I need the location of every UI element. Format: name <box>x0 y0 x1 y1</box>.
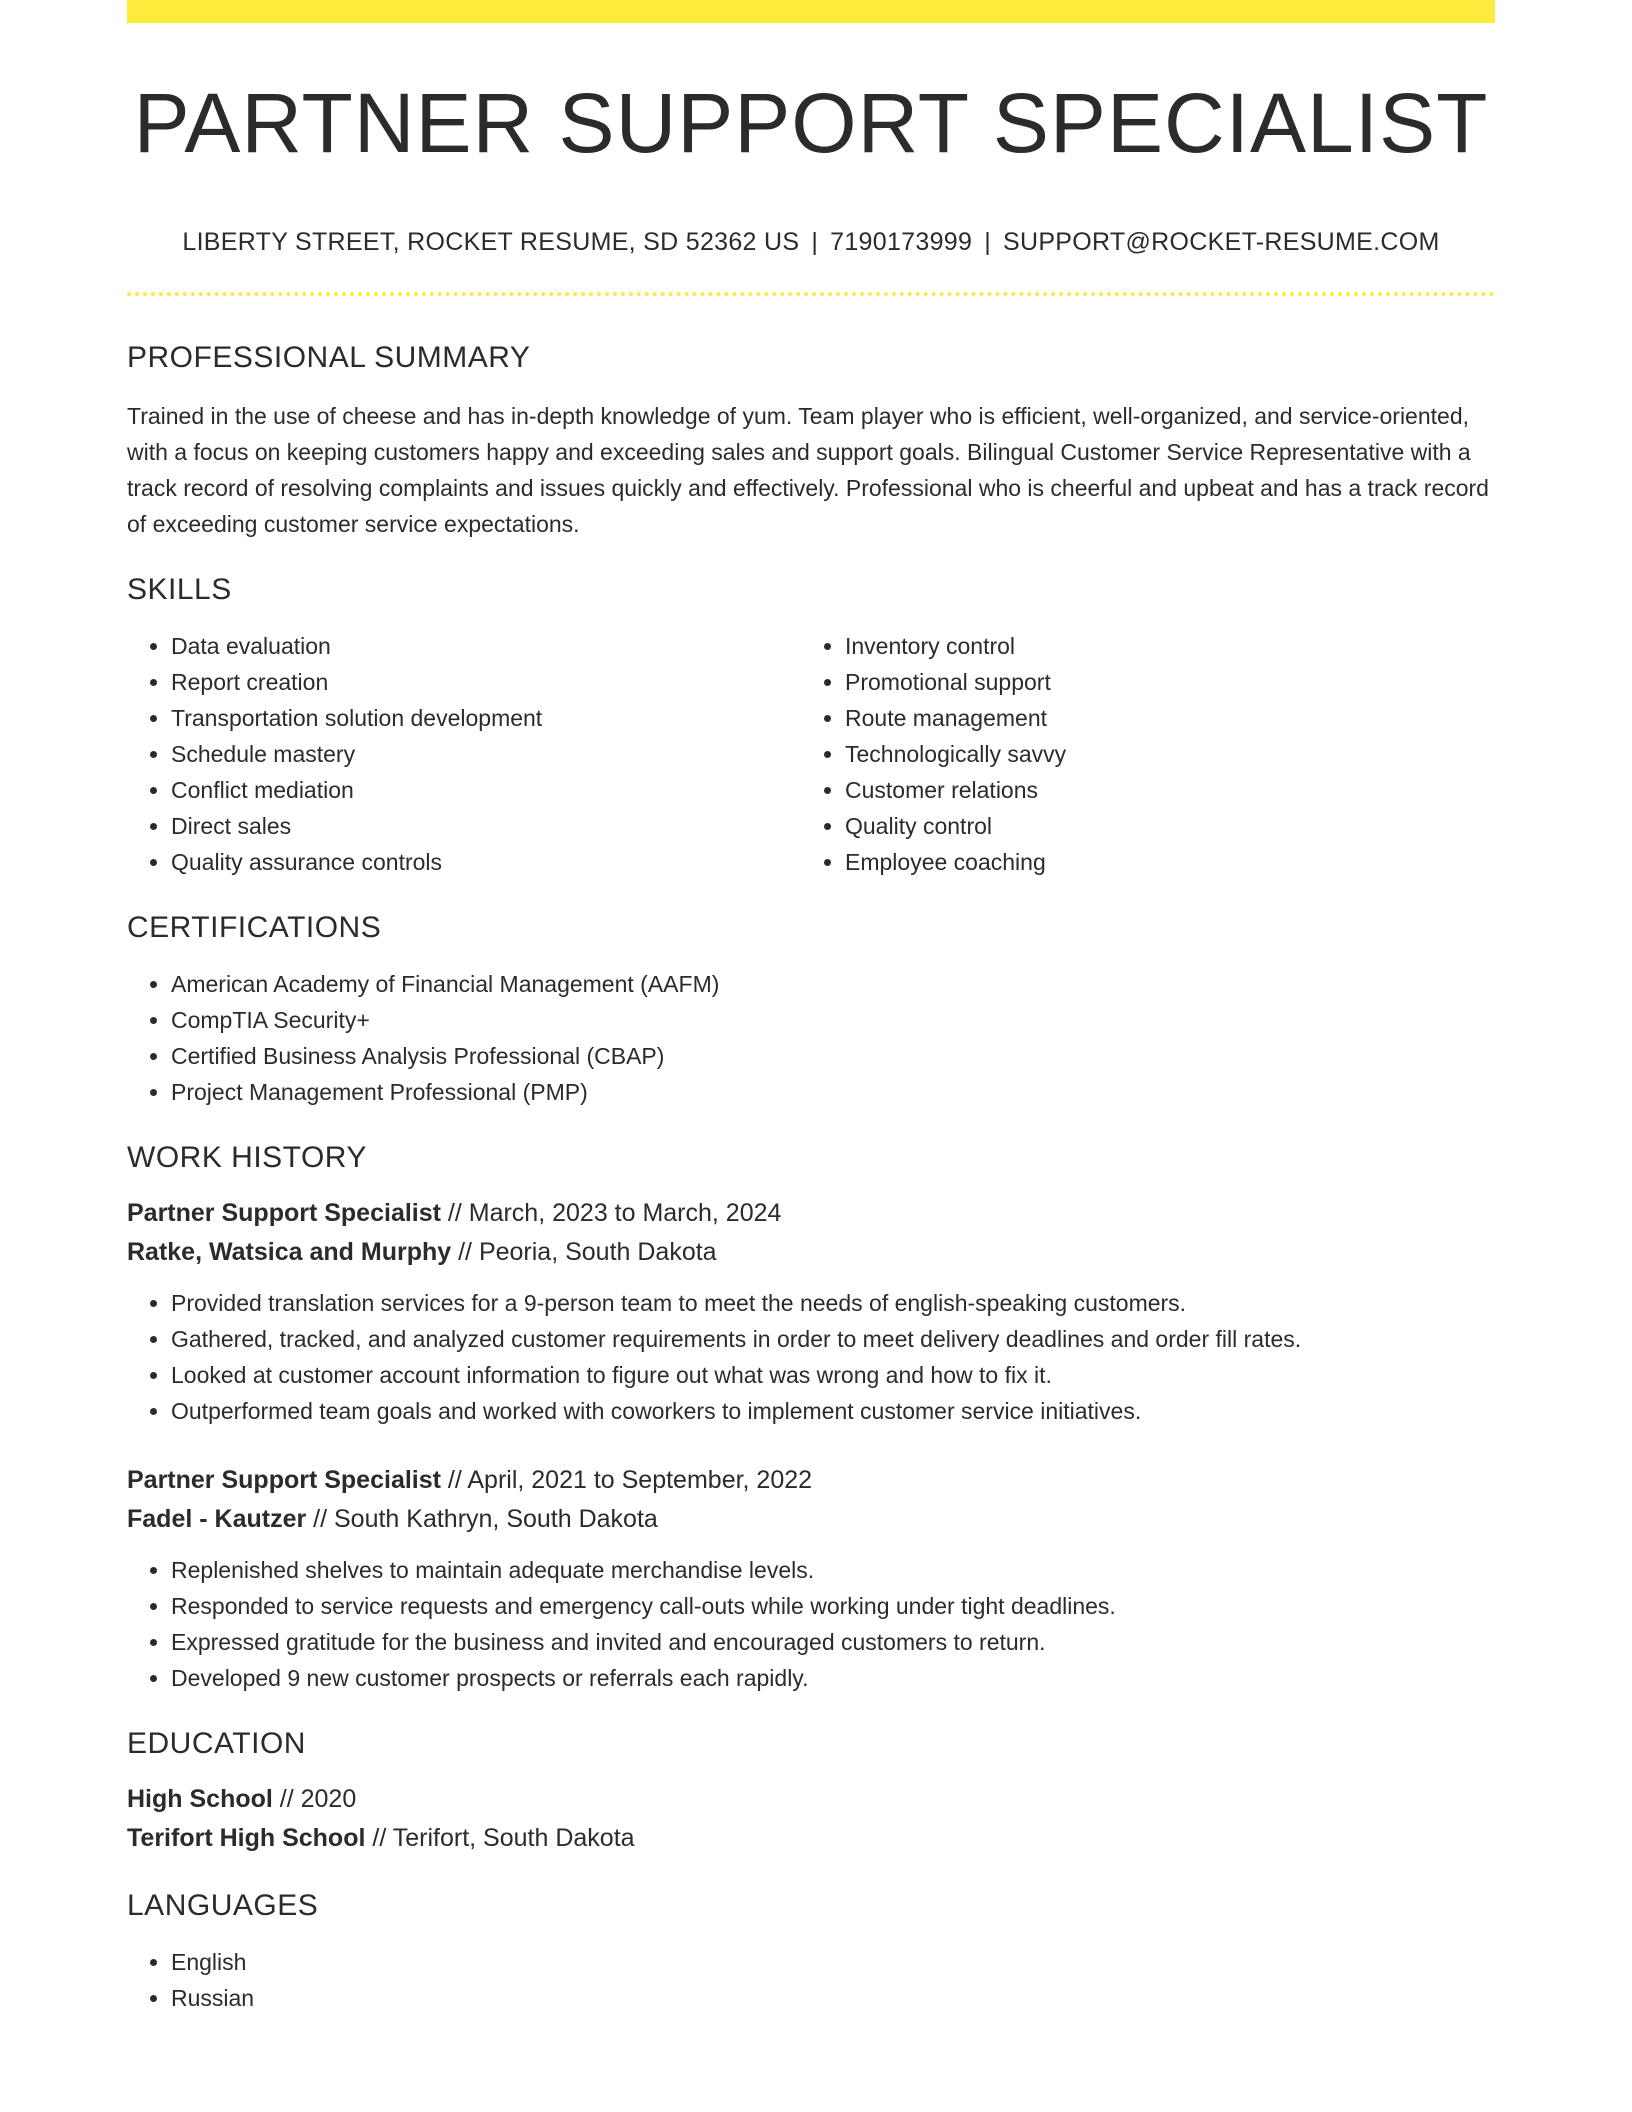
job-dates: // March, 2023 to March, 2024 <box>440 1199 782 1227</box>
job-bullet: • Replenished shelves to maintain adequate merchandise levels. <box>171 1552 1495 1588</box>
skill-item: • Conflict mediation <box>171 772 801 808</box>
certification-item: • Certified Business Analysis Professional (CBAP) <box>171 1038 1495 1074</box>
job-title: Partner Support Specialist <box>127 1199 441 1227</box>
section-heading-summary: PROFESSIONAL SUMMARY <box>127 341 531 374</box>
certifications-list <box>127 966 1495 1110</box>
skill-item: • Route management <box>845 700 1475 736</box>
section-heading-languages: LANGUAGES <box>127 1889 319 1922</box>
language-item: • Russian <box>171 1980 1495 2016</box>
contact-line <box>127 227 1495 257</box>
skill-item: • Technologically savvy <box>845 736 1475 772</box>
education-school-line <box>127 1819 1495 1858</box>
skill-item: • Direct sales <box>171 808 801 844</box>
education-degree-line <box>127 1780 1495 1819</box>
job-bullet: • Outperformed team goals and worked with coworkers to implement customer service initiatives. <box>171 1393 1495 1429</box>
contact-email: SUPPORT@ROCKET-RESUME.COM <box>1002 228 1440 256</box>
certification-item: • Project Management Professional (PMP) <box>171 1074 1495 1110</box>
skill-item: • Schedule mastery <box>171 736 801 772</box>
job-location: // South Kathryn, South Dakota <box>306 1505 658 1533</box>
skill-item: • Data evaluation <box>171 628 801 664</box>
job-title-line <box>127 1461 1495 1500</box>
job-company-line <box>127 1233 1495 1272</box>
contact-separator: | <box>811 228 819 256</box>
skills-column-left <box>127 628 801 880</box>
skills-section <box>127 572 1495 880</box>
job-title-line <box>127 1194 1495 1233</box>
resume-page <box>127 0 1495 2016</box>
education-section <box>127 1726 1495 1858</box>
languages-list <box>127 1944 1495 2016</box>
skill-item: • Customer relations <box>845 772 1475 808</box>
certifications-section <box>127 910 1495 1110</box>
skills-grid <box>127 628 1495 880</box>
job-entry <box>127 1194 1495 1429</box>
job-location: // Peoria, South Dakota <box>451 1238 717 1266</box>
resume-title: PARTNER SUPPORT SPECIALIST <box>133 76 1489 170</box>
job-bullet: • Developed 9 new customer prospects or referrals each rapidly. <box>171 1660 1495 1696</box>
job-bullet: • Provided translation services for a 9-person team to meet the needs of english-speaking customers. <box>171 1285 1495 1321</box>
summary-section <box>127 340 1495 542</box>
job-bullet: • Responded to service requests and emergency call-outs while working under tight deadlines. <box>171 1588 1495 1624</box>
job-bullet: • Gathered, tracked, and analyzed customer requirements in order to meet delivery deadlines and order fill rates. <box>171 1321 1495 1357</box>
skills-list-left <box>127 628 801 880</box>
skill-item: • Quality control <box>845 808 1475 844</box>
contact-separator: | <box>984 228 991 256</box>
job-bullet: • Expressed gratitude for the business and invited and encouraged customers to return. <box>171 1624 1495 1660</box>
skill-item: • Inventory control <box>845 628 1475 664</box>
skill-item: • Employee coaching <box>845 844 1475 880</box>
skill-item: • Promotional support <box>845 664 1475 700</box>
education-year: // 2020 <box>272 1785 357 1813</box>
job-company: Fadel - Kautzer <box>127 1505 307 1533</box>
job-company-line <box>127 1500 1495 1539</box>
education-degree: High School <box>127 1785 273 1813</box>
work-history-section <box>127 1140 1495 1696</box>
skills-column-right <box>801 628 1475 880</box>
contact-phone: 7190173999 <box>830 228 973 256</box>
accent-bar <box>127 0 1495 23</box>
section-heading-certifications: CERTIFICATIONS <box>127 911 382 944</box>
job-entry <box>127 1461 1495 1696</box>
education-entry <box>127 1780 1495 1858</box>
summary-text: Trained in the use of cheese and has in-depth knowledge of yum. Team player who is efficient, well-organized, and service-oriented, with a focus on keeping customers happy and exceeding sales and support goals. Bilingual Customer Service Representative with a track record of resolving complaints and issues quickly and effectively. Professional who is cheerful and upbeat and has a track record of exceeding customer service expectations. <box>127 403 1489 537</box>
job-dates: // April, 2021 to September, 2022 <box>440 1466 813 1494</box>
skill-item: • Report creation <box>171 664 801 700</box>
skills-list-right <box>801 628 1475 880</box>
job-bullets <box>127 1285 1495 1429</box>
education-location: // Terifort, South Dakota <box>365 1824 635 1852</box>
job-company: Ratke, Watsica and Murphy <box>127 1238 452 1266</box>
job-bullets <box>127 1552 1495 1696</box>
languages-section <box>127 1888 1495 2016</box>
header-divider <box>127 292 1495 296</box>
education-school: Terifort High School <box>127 1824 366 1852</box>
language-item: • English <box>171 1944 1495 1980</box>
contact-address: LIBERTY STREET, ROCKET RESUME, SD 52362 US <box>182 228 800 256</box>
skill-item: • Transportation solution development <box>171 700 801 736</box>
section-heading-work-history: WORK HISTORY <box>127 1141 367 1174</box>
skill-item: • Quality assurance controls <box>171 844 801 880</box>
job-bullet: • Looked at customer account information to figure out what was wrong and how to fix it. <box>171 1357 1495 1393</box>
section-heading-skills: SKILLS <box>127 573 232 606</box>
certification-item: • American Academy of Financial Management (AAFM) <box>171 966 1495 1002</box>
certification-item: • CompTIA Security+ <box>171 1002 1495 1038</box>
section-heading-education: EDUCATION <box>127 1727 306 1760</box>
job-title: Partner Support Specialist <box>127 1466 441 1494</box>
